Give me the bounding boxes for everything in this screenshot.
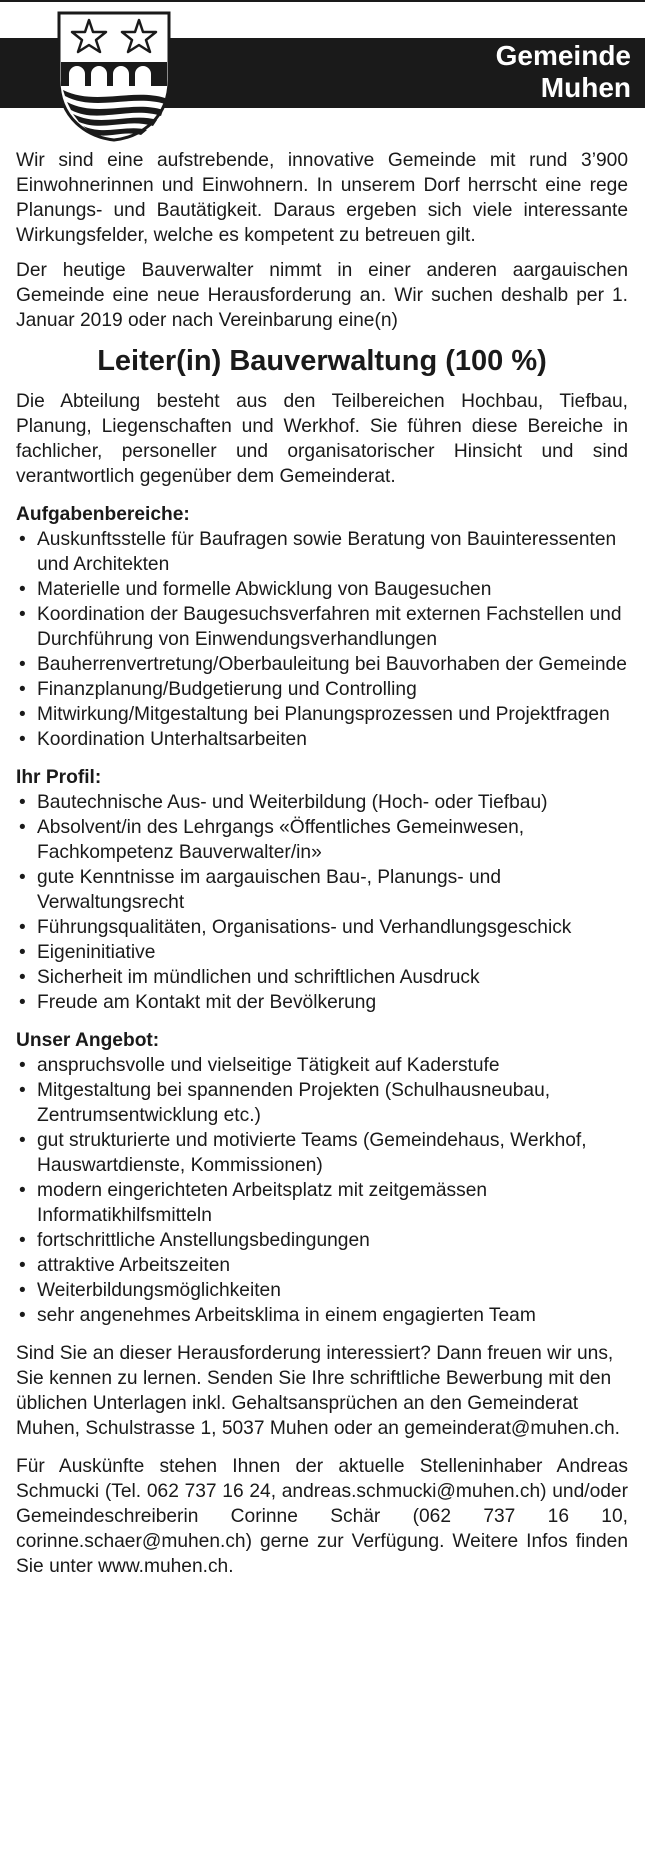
list-item: • Eigeninitiative — [16, 940, 628, 965]
tasks-heading: Aufgabenbereiche: — [16, 504, 190, 525]
list-item: • Bautechnische Aus- und Weiterbildung (Hoch- oder Tiefbau) — [16, 790, 628, 815]
list-item: • Auskunftsstelle für Baufragen sowie Beratung von Bauinteressenten und Architekten — [16, 527, 628, 577]
list-item: • Freude am Kontakt mit der Bevölkerung — [16, 990, 628, 1015]
profile-list — [16, 790, 628, 1015]
list-item: • Sicherheit im mündlichen und schriftlichen Ausdruck — [16, 965, 628, 990]
list-item: • modern eingerichteten Arbeitsplatz mit zeitgemässen Informatikhilfsmitteln — [16, 1178, 628, 1228]
list-item: • sehr angenehmes Arbeitsklima in einem engagierten Team — [16, 1303, 628, 1328]
list-item: • Absolvent/in des Lehrgangs «Öffentliches Gemeinwesen, Fachkompetenz Bauverwalter/in» — [16, 815, 628, 865]
list-item: • Mitgestaltung bei spannenden Projekten (Schulhausneubau, Zentrumsentwicklung etc.) — [16, 1078, 628, 1128]
list-item: • Weiterbildungsmöglichkeiten — [16, 1278, 628, 1303]
list-item: • gut strukturierte und motivierte Teams (Gemeindehaus, Werkhof, Hauswartdienste, Kommissionen) — [16, 1128, 628, 1178]
list-item: • Finanzplanung/Budgetierung und Controlling — [16, 677, 628, 702]
offer-heading: Unser Angebot: — [16, 1030, 160, 1051]
list-item: • Führungsqualitäten, Organisations- und Verhandlungsgeschick — [16, 915, 628, 940]
ad-body — [16, 148, 628, 1579]
list-item: • attraktive Arbeitszeiten — [16, 1253, 628, 1278]
job-title: Leiter(in) Bauverwaltung (100 %) — [97, 345, 547, 377]
profile-heading: Ihr Profil: — [16, 767, 102, 788]
list-item: • Bauherrenvertretung/Oberbauleitung bei Bauvorhaben der Gemeinde — [16, 652, 628, 677]
offer-list — [16, 1053, 628, 1328]
top-rule — [0, 0, 645, 2]
list-item: • Koordination Unterhaltsarbeiten — [16, 727, 628, 752]
contact-paragraph: Für Auskünfte stehen Ihnen der aktuelle Stelleninhaber Andreas Schmucki (Tel. 062 737 16 24, andreas.schmucki@muhen.ch) und/oder Gemeindeschreiberin Corinne Schär (062 737 16 10, corinne.schaer@muhen.ch) gerne zur Verfügung. Weitere Infos finden Sie unter www.muhen.ch. — [16, 1456, 628, 1577]
list-item: • Koordination der Baugesuchsverfahren mit externen Fachstellen und Durchführung von Einwendungsverhandlungen — [16, 602, 628, 652]
municipality-name-line2: Muhen — [540, 72, 631, 103]
list-item: • Materielle und formelle Abwicklung von Baugesuchen — [16, 577, 628, 602]
list-item: • fortschrittliche Anstellungsbedingungen — [16, 1228, 628, 1253]
list-item: • gute Kenntnisse im aargauischen Bau-, Planungs- und Verwaltungsrecht — [16, 865, 628, 915]
department-description: Die Abteilung besteht aus den Teilbereichen Hochbau, Tiefbau, Planung, Liegenschaften und Werkhof. Sie führen diese Bereiche in fachlicher, personeller und organisatorischer Hinsicht und sind verantwortlich gegenüber dem Gemeinderat. — [16, 391, 628, 487]
intro-paragraph-1: Wir sind eine aufstrebende, innovative Gemeinde mit rund 3’900 Einwohnerinnen und Einwohnern. In unserem Dorf herrscht eine rege Planungs- und Bautätigkeit. Daraus ergeben sich viele interessante Wirkungsfelder, welche es kompetent zu betreuen gilt. — [16, 150, 628, 246]
list-item: • anspruchsvolle und vielseitige Tätigkeit auf Kaderstufe — [16, 1053, 628, 1078]
intro-paragraph-2: Der heutige Bauverwalter nimmt in einer anderen aargauischen Gemeinde eine neue Herausforderung an. Wir suchen deshalb per 1. Januar 2019 oder nach Vereinbarung eine(n) — [16, 260, 628, 331]
list-item: • Mitwirkung/Mitgestaltung bei Planungsprozessen und Projektfragen — [16, 702, 628, 727]
tasks-list — [16, 527, 628, 752]
coat-of-arms-icon — [55, 10, 173, 142]
application-paragraph: Sind Sie an dieser Herausforderung interessiert? Dann freuen wir uns, Sie kennen zu lernen. Senden Sie Ihre schriftliche Bewerbung mit den üblichen Unterlagen inkl. Gehaltsansprüchen an den Gemeinderat Muhen, Schulstrasse 1, 5037 Muhen oder an gemeinderat@muhen.ch. — [16, 1343, 620, 1439]
municipality-name — [496, 40, 631, 104]
municipality-name-line1: Gemeinde — [495, 40, 631, 71]
